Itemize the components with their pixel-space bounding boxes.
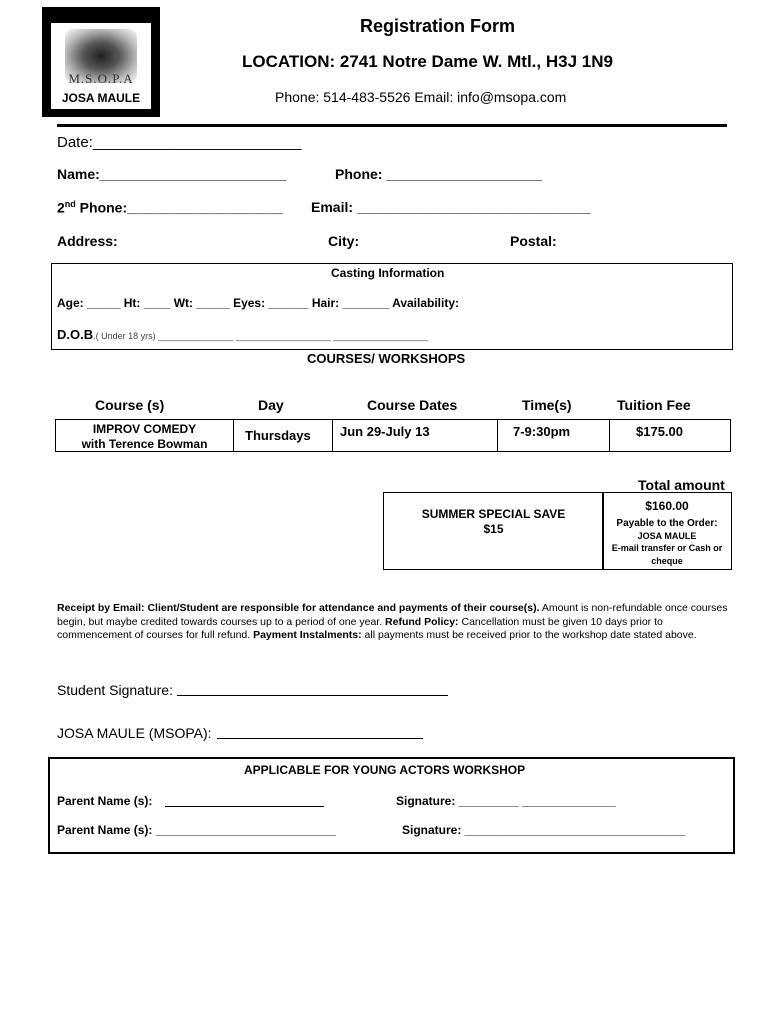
msopa-logo bbox=[42, 7, 160, 117]
city-field[interactable]: City: bbox=[328, 233, 360, 249]
policy-refund-text: Amount is non-refundable once courses begin, but maybe credited towards courses up to a period of one year. bbox=[57, 602, 728, 628]
postal-field[interactable]: Postal: bbox=[510, 233, 557, 249]
course-table bbox=[55, 419, 731, 452]
course-instructor: with Terence Bowman bbox=[81, 437, 208, 451]
parent-signature-1[interactable]: Signature: _________ ______________ bbox=[396, 794, 616, 808]
table-row bbox=[56, 420, 731, 452]
header-course: Course (s) bbox=[95, 397, 165, 413]
phone-field[interactable]: Phone: ____________________ bbox=[335, 166, 543, 182]
payable-line1: Payable to the Order: bbox=[616, 518, 718, 529]
header-divider bbox=[57, 124, 727, 127]
course-fee: $175.00 bbox=[636, 424, 683, 439]
casting-title: Casting Information bbox=[331, 266, 445, 280]
courses-title: COURSES/ WORKSHOPS bbox=[307, 351, 466, 366]
fee-cell bbox=[610, 420, 731, 452]
policy-refund-label: Refund Policy: bbox=[385, 615, 459, 628]
total-amount-label: Total amount bbox=[638, 477, 725, 493]
second-phone-prefix: 2 bbox=[57, 199, 65, 216]
parent-signature-2[interactable]: Signature: _________________________________ bbox=[402, 823, 685, 837]
header-course-dates: Course Dates bbox=[367, 397, 458, 413]
young-actors-title: APPLICABLE FOR YOUNG ACTORS WORKSHOP bbox=[244, 763, 526, 777]
course-name: IMPROV COMEDY bbox=[92, 422, 197, 436]
name-field[interactable]: Name:________________________ bbox=[57, 166, 287, 182]
second-phone-field[interactable] bbox=[57, 199, 283, 216]
payable-line2: JOSA MAULE bbox=[637, 531, 697, 541]
josa-signature-label: JOSA MAULE (MSOPA): bbox=[57, 725, 212, 741]
location-line: LOCATION: 2741 Notre Dame W. Mtl., H3J 1N9 bbox=[242, 52, 613, 71]
contact-line: Phone: 514-483-5526 Email: info@msopa.com bbox=[275, 89, 567, 105]
header-tuition-fee: Tuition Fee bbox=[617, 397, 691, 413]
student-signature-line[interactable] bbox=[177, 695, 448, 696]
dob-label: D.O.B bbox=[57, 327, 94, 342]
dob-field[interactable] bbox=[57, 327, 428, 342]
special-line2: $15 bbox=[483, 522, 504, 536]
address-field[interactable]: Address: bbox=[57, 233, 118, 249]
parent-name-1-label: Parent Name (s): bbox=[57, 794, 153, 808]
header-day: Day bbox=[258, 397, 284, 413]
payable-line3: E-mail transfer or Cash or bbox=[611, 543, 723, 553]
policy-instalments-label: Payment Instalments: bbox=[253, 629, 362, 641]
logo-name: JOSA MAULE bbox=[61, 91, 141, 105]
email-field[interactable]: Email: ______________________________ bbox=[311, 199, 591, 215]
policy-instalments-text: all payments must be received prior to the workshop date stated above. bbox=[361, 629, 697, 641]
payable-line4: cheque bbox=[651, 556, 683, 566]
policy-cancellation: Cancellation must be given 10 days prior to commencement of courses for full refund. bbox=[57, 615, 663, 641]
policy-paragraph bbox=[57, 602, 729, 643]
parent-name-1-line[interactable] bbox=[165, 806, 324, 807]
header-times: Time(s) bbox=[522, 397, 572, 413]
course-time: 7-9:30pm bbox=[513, 424, 571, 439]
student-signature-label: Student Signature: bbox=[57, 682, 173, 698]
course-day: Thursdays bbox=[245, 428, 311, 443]
special-line1: SUMMER SPECIAL SAVE bbox=[421, 507, 566, 521]
logo-text: M.S.O.P.A bbox=[68, 71, 134, 86]
total-amount-value: $160.00 bbox=[645, 499, 689, 513]
logo-inner bbox=[51, 23, 151, 109]
second-phone-sup: nd bbox=[64, 199, 76, 209]
course-cell bbox=[56, 420, 234, 452]
dob-note: .( Under 18 yrs) _______________ ___________________ ___________________ bbox=[93, 331, 429, 341]
second-phone-label: Phone:____________________ bbox=[75, 199, 283, 216]
day-cell bbox=[234, 420, 333, 452]
josa-signature-line[interactable] bbox=[217, 738, 423, 739]
date-field[interactable]: Date:_________________________ bbox=[57, 134, 302, 151]
course-dates: Jun 29-July 13 bbox=[340, 424, 430, 439]
policy-receipt: Receipt by Email: Client/Student are responsible for attendance and payments of their course(s). bbox=[57, 602, 540, 614]
dates-cell bbox=[333, 420, 498, 452]
form-title: Registration Form bbox=[360, 16, 516, 36]
casting-attributes-row[interactable]: Age: _____ Ht: ____ Wt: _____ Eyes: ______ Hair: _______ Availability: bbox=[57, 296, 459, 310]
parent-name-2[interactable]: Parent Name (s): ___________________________ bbox=[57, 823, 336, 837]
time-cell bbox=[498, 420, 610, 452]
